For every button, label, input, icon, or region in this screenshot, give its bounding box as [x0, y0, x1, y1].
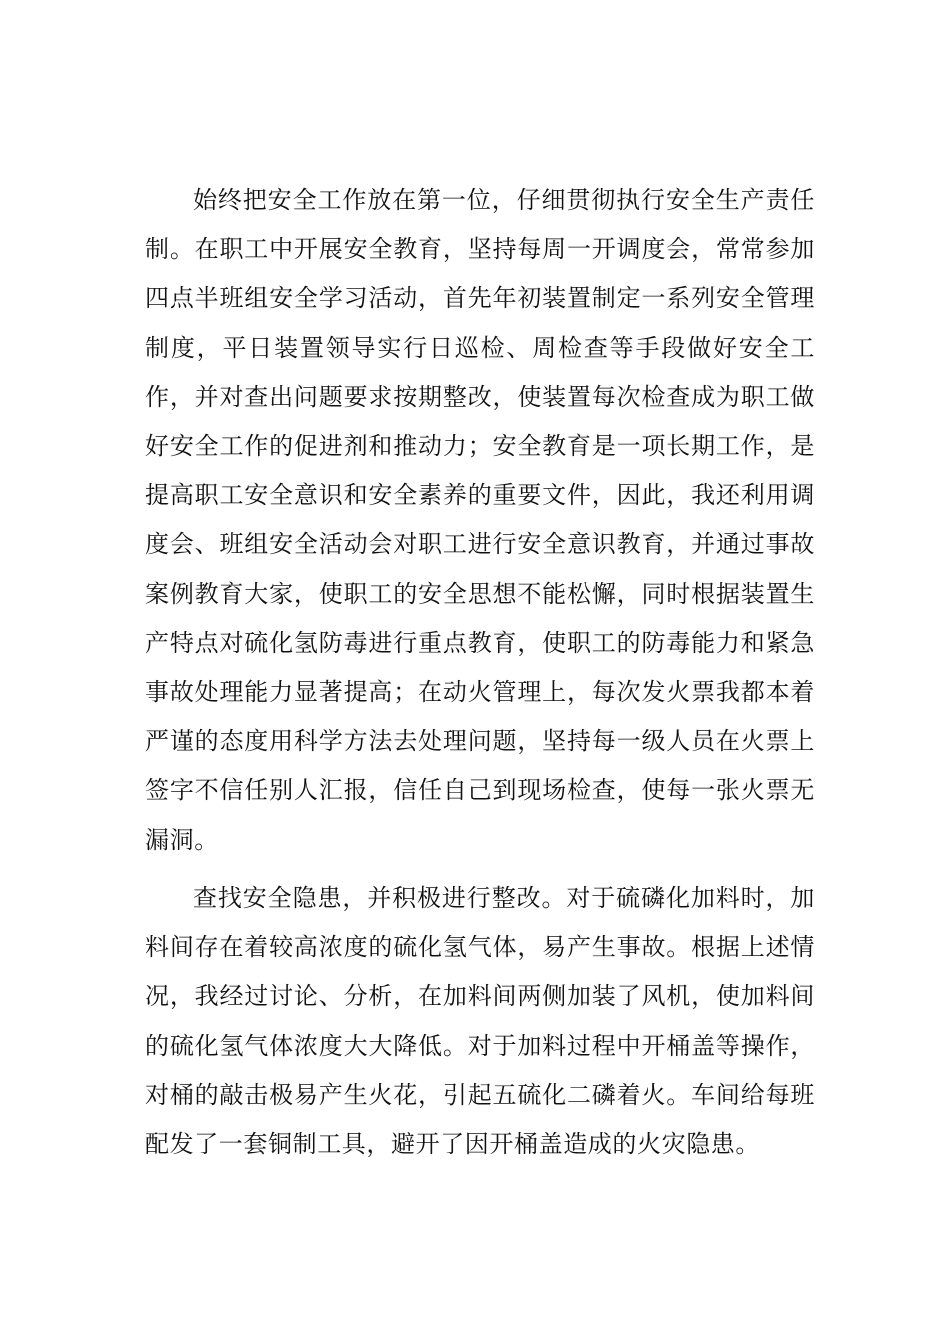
body-paragraph-safety-education: 始终把安全工作放在第一位，仔细贯彻执行安全生产责任制。在职工中开展安全教育，坚持每周一开调度会，常常参加四点半班组安全学习活动，首先年初装置制定一系列安全管理制度，平日装置领导实行日巡检、周检查等手段做好安全工作，并对查出问题要求按期整改，使装置每次检查成为职工做好安全工作的促进剂和推动力；安全教育是一项长期工作，是提高职工安全意识和安全素养的重要文件，因此，我还利用调度会、班组安全活动会对职工进行安全意识教育，并通过事故案例教育大家，使职工的安全思想不能松懈，同时根据装置生产特点对硫化氢防毒进行重点教育，使职工的防毒能力和紧急事故处理能力显著提高；在动火管理上，每次发火票我都本着严谨的态度用科学方法去处理问题，坚持每一级人员在火票上签字不信任别人汇报，信任自己到现场检查，使每一张火票无漏洞。	[145, 186, 815, 854]
body-paragraph-hazard-rectification: 查找安全隐患，并积极进行整改。对于硫磷化加料时，加料间存在着较高浓度的硫化氢气体，易产生事故。根据上述情况，我经过讨论、分析，在加料间两侧加装了风机，使加料间的硫化氢气体浓度大大降低。对于加料过程中开桶盖等操作，对桶的敲击极易产生火花，引起五硫化二磷着火。车间给每班配发了一套铜制工具，避开了因开桶盖造成的火灾隐患。	[145, 884, 815, 1159]
